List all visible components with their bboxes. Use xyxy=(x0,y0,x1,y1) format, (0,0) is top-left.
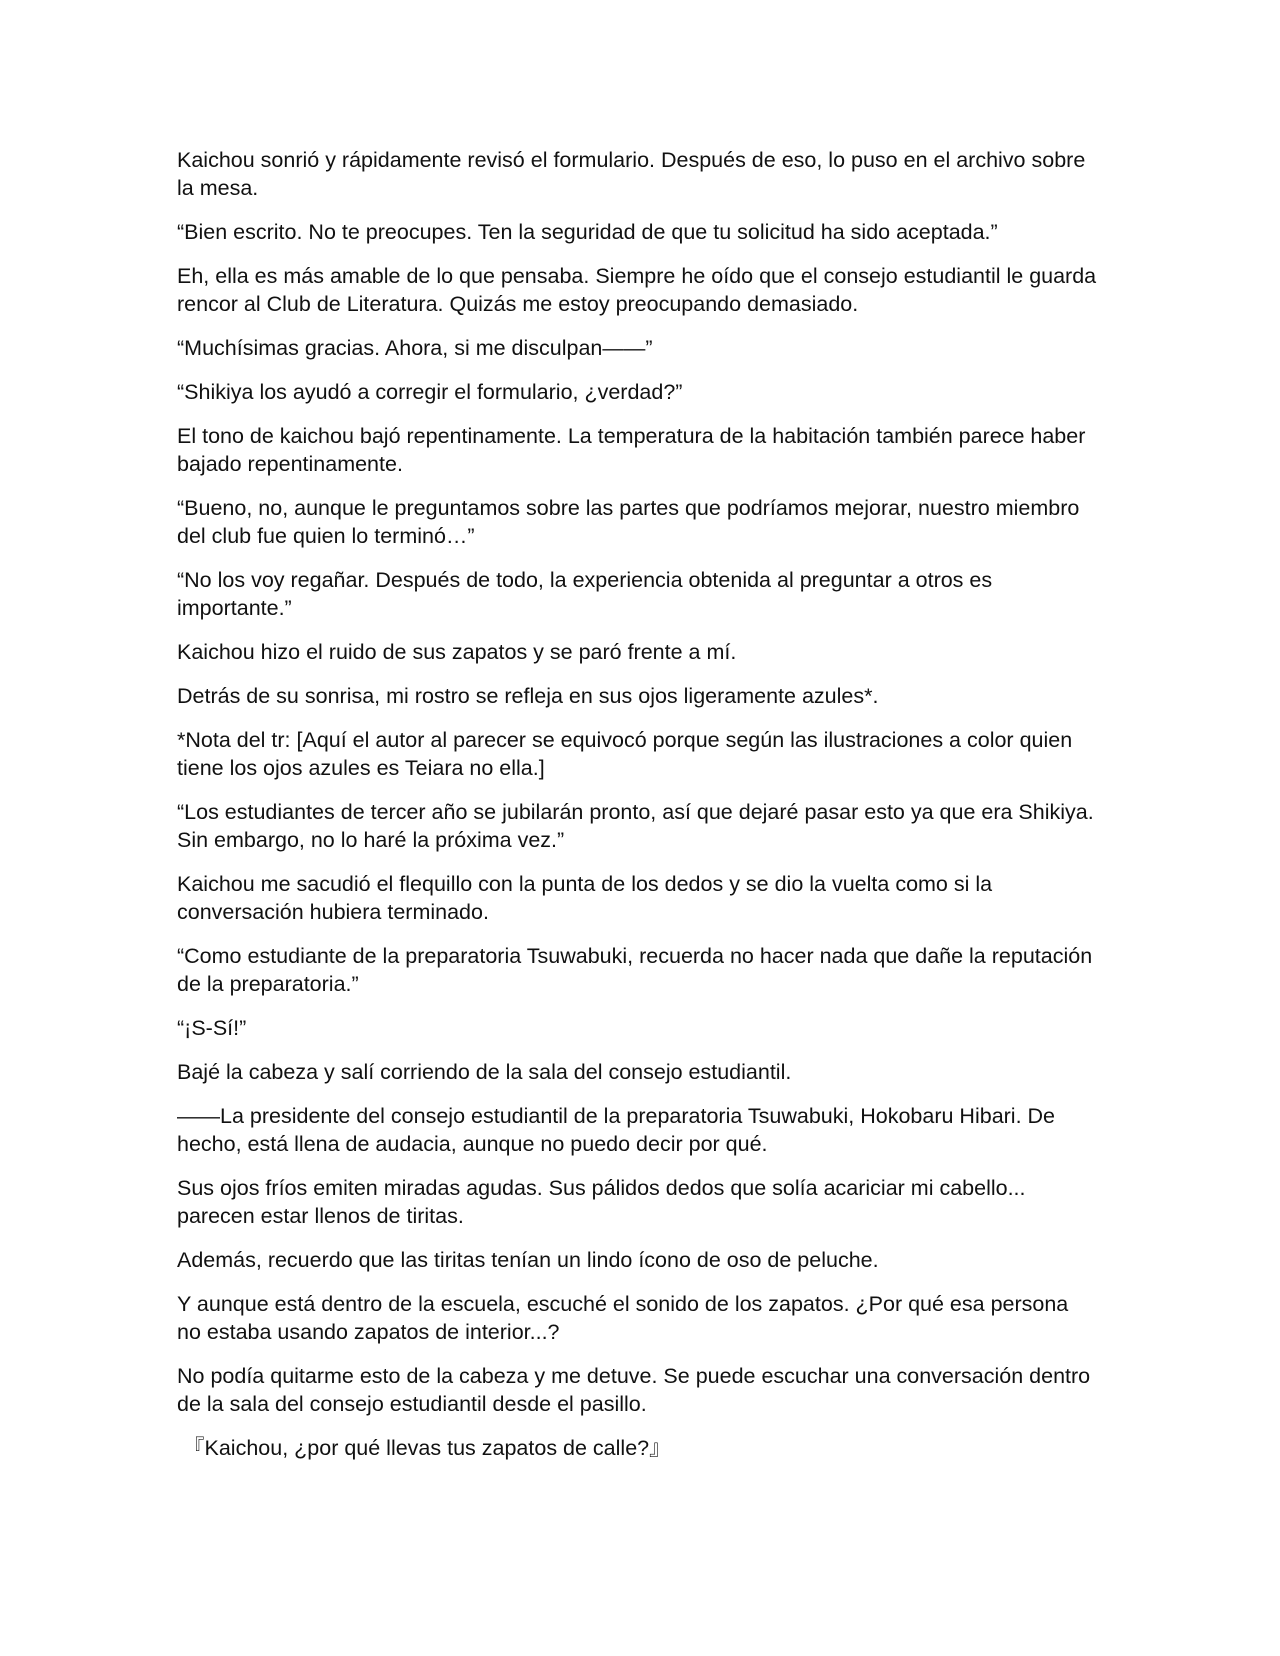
document-page xyxy=(177,146,1097,1478)
paragraph: “Como estudiante de la preparatoria Tsuwabuki, recuerda no hacer nada que dañe la reputación de la preparatoria.” xyxy=(177,944,1093,996)
paragraph: Kaichou me sacudió el flequillo con la punta de los dedos y se dio la vuelta como si la conversación hubiera terminado. xyxy=(177,872,993,924)
translator-note: *Nota del tr: [Aquí el autor al parecer se equivocó porque según las ilustraciones a color quien tiene los ojos azules es Teiara no ella.] xyxy=(177,728,1073,780)
paragraph: “¡S-Sí!” xyxy=(177,1016,247,1040)
paragraph: ——La presidente del consejo estudiantil de la preparatoria Tsuwabuki, Hokobaru Hibari. De hecho, está llena de audacia, aunque no puedo decir por qué. xyxy=(177,1104,1056,1156)
paragraph: Eh, ella es más amable de lo que pensaba. Siempre he oído que el consejo estudiantil le guarda rencor al Club de Literatura. Quizás me estoy preocupando demasiado. xyxy=(177,264,1097,316)
paragraph: Kaichou hizo el ruido de sus zapatos y se paró frente a mí. xyxy=(177,640,737,664)
paragraph: El tono de kaichou bajó repentinamente. La temperatura de la habitación también parece haber bajado repentinamente. xyxy=(177,424,1086,476)
paragraph: “Bien escrito. No te preocupes. Ten la seguridad de que tu solicitud ha sido aceptada.” xyxy=(177,220,998,244)
paragraph: “Muchísimas gracias. Ahora, si me disculpan——” xyxy=(177,336,653,360)
paragraph: Y aunque está dentro de la escuela, escuché el sonido de los zapatos. ¿Por qué esa persona no estaba usando zapatos de interior...? xyxy=(177,1292,1069,1344)
paragraph: Bajé la cabeza y salí corriendo de la sala del consejo estudiantil. xyxy=(177,1060,792,1084)
paragraph: “Shikiya los ayudó a corregir el formulario, ¿verdad?” xyxy=(177,380,683,404)
paragraph: Kaichou sonrió y rápidamente revisó el formulario. Después de eso, lo puso en el archivo sobre la mesa. xyxy=(177,148,1086,200)
paragraph: “Los estudiantes de tercer año se jubilarán pronto, así que dejaré pasar esto ya que era Shikiya. Sin embargo, no lo haré la próxima vez.” xyxy=(177,800,1094,852)
paragraph: Además, recuerdo que las tiritas tenían un lindo ícono de oso de peluche. xyxy=(177,1248,879,1272)
paragraph: “Bueno, no, aunque le preguntamos sobre las partes que podríamos mejorar, nuestro miembro del club fue quien lo terminó…” xyxy=(177,496,1080,548)
paragraph: Sus ojos fríos emiten miradas agudas. Sus pálidos dedos que solía acariciar mi cabello... parecen estar llenos de tiritas. xyxy=(177,1176,1026,1228)
paragraph: No podía quitarme esto de la cabeza y me detuve. Se puede escuchar una conversación dentro de la sala del consejo estudiantil desde el pasillo. xyxy=(177,1364,1091,1416)
paragraph: “No los voy regañar. Después de todo, la experiencia obtenida al preguntar a otros es importante.” xyxy=(177,568,993,620)
paragraph: 『Kaichou, ¿por qué llevas tus zapatos de calle?』 xyxy=(183,1436,671,1460)
paragraph: Detrás de su sonrisa, mi rostro se refleja en sus ojos ligeramente azules*. xyxy=(177,684,879,708)
